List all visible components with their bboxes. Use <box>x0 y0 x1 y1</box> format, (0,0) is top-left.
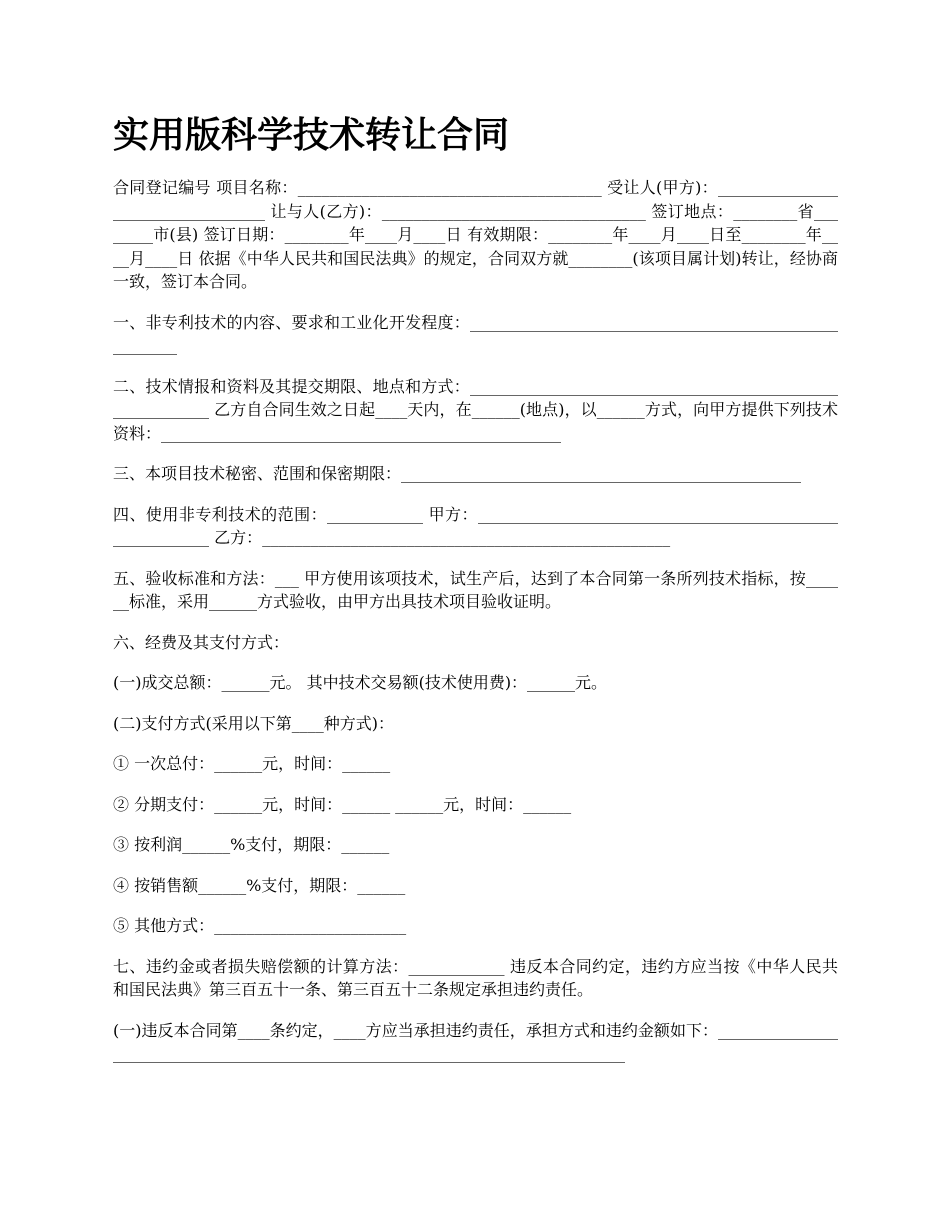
section-2-paragraph: 二、技术情报和资料及其提交期限、地点和方式：__________________________________________________________ 乙方自合同生效之日起____天内，在______(地点)，以______方式，向甲方提供下列技术资料：__________________________________________________ <box>113 376 838 443</box>
section-4-paragraph: 四、使用非专利技术的范围：____________ 甲方：_________________________________________________________ 乙方：___________________________________________________ <box>113 504 838 547</box>
payment-option-4: ④ 按销售额______%支付，期限：______ <box>113 875 406 895</box>
document-page <box>113 108 838 1083</box>
payment-option-1: ① 一次总付：______元，时间：______ <box>113 754 391 773</box>
section-6-heading: 六、经费及其支付方式： <box>113 632 290 652</box>
section-5-paragraph: 五、验收标准和方法：___ 甲方使用该项技术，试生产后，达到了本合同第一条所列技术指标，按______标准，采用______方式验收，由甲方出具技术项目验收证明。 <box>113 568 838 611</box>
section-1-paragraph: 一、非专利技术的内容、要求和工业化开发程度：______________________________________________________ <box>113 312 838 355</box>
contract-header-paragraph: 合同登记编号 项目名称：______________________________________ 受让人(甲方)：__________________________________ 让与人(乙方)：_________________________________ 签订地点：________省________市(县) 签订日期：________年____月____日 有效期限：________年____月____日至________年____月____日 依据《中华人民共和国民法典》的规定，合同双方就________(该项目属计划)转让，经协商一致，签订本合同。 <box>113 178 838 291</box>
payment-option-2: ② 分期支付：______元，时间：______ ______元，时间：______ <box>113 794 572 814</box>
section-3-paragraph: 三、本项目技术秘密、范围和保密期限：__________________________________________________ <box>113 464 802 483</box>
payment-option-5: ⑤ 其他方式：________________________ <box>113 916 407 935</box>
total-amount-paragraph: (一)成交总额：______元。 其中技术交易额(技术使用费)：______元。 <box>113 673 608 692</box>
section-7-paragraph: 七、违约金或者损失赔偿额的计算方法：____________ 违反本合同约定，违约方应当按《中华人民共和国民法典》第三百五十一条、第三百五十二条规定承担违约责任。 <box>113 956 838 999</box>
breach-clause-paragraph: (一)违反本合同第____条约定，____方应当承担违约责任，承担方式和违约金额如下：_______________________________________________________________________________ <box>113 1020 838 1063</box>
payment-method-paragraph: (二)支付方式(采用以下第____种方式)： <box>113 713 394 733</box>
payment-option-3: ③ 按利润______%支付，期限：______ <box>113 835 390 854</box>
document-title: 实用版科学技术转让合同 <box>113 115 510 156</box>
